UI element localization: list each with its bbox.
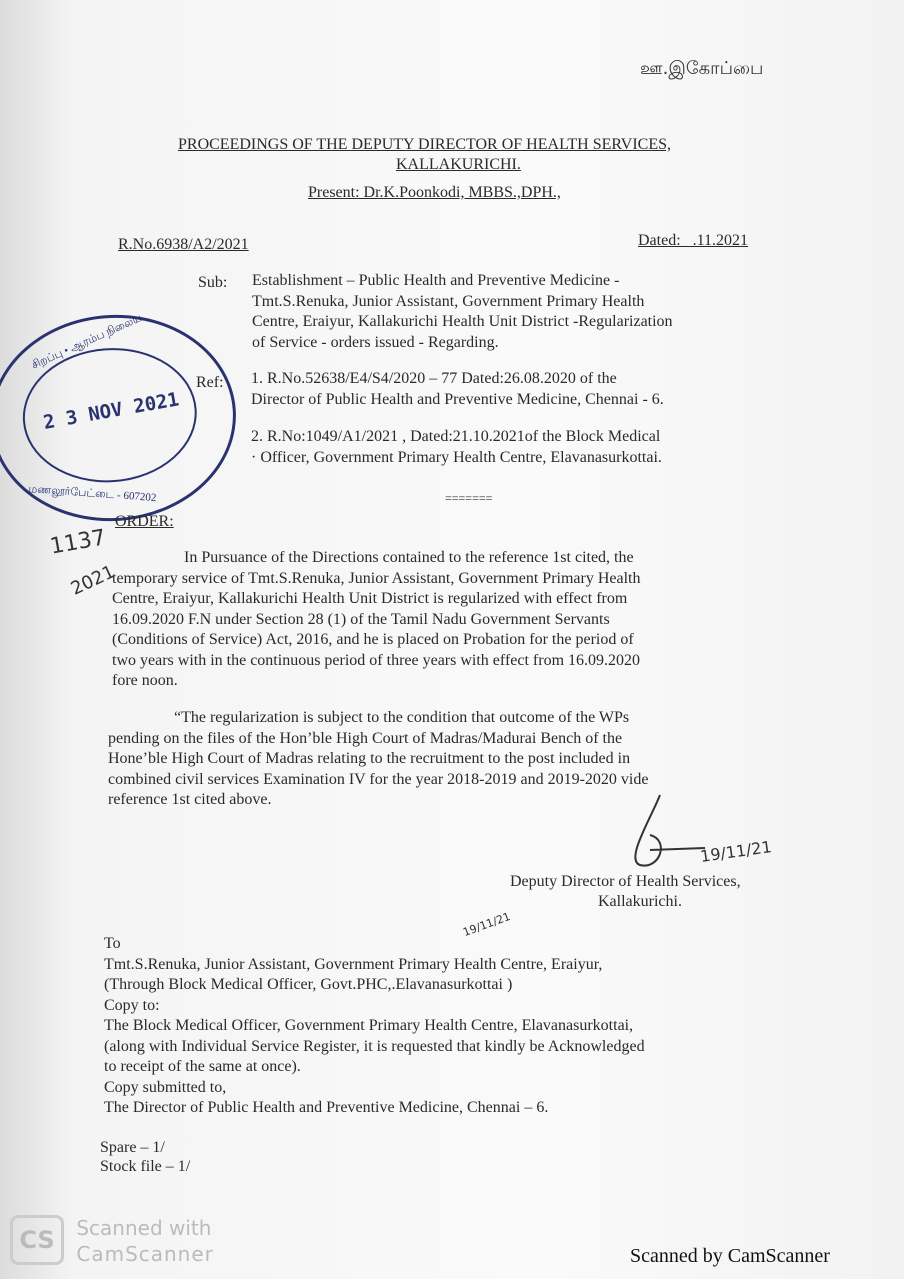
order-line: 16.09.2020 F.N under Section 28 (1) of the Tamil Nadu Government Servants <box>112 610 610 628</box>
order-line: Centre, Eraiyur, Kallakurichi Health Unit District is regularized with effect from <box>112 590 628 607</box>
reference-number: R.No.6938/A2/2021 <box>118 236 249 253</box>
condition-line: reference 1st cited above. <box>108 791 272 808</box>
subject-line: of Service - orders issued - Regarding. <box>252 333 499 351</box>
office-seal-stamp <box>0 307 243 530</box>
document-place: KALLAKURICHI. <box>396 156 521 173</box>
order-label: ORDER: <box>115 513 174 530</box>
to-line: The Director of Public Health and Preventive Medicine, Chennai – 6. <box>104 1099 549 1116</box>
separator: ======= <box>445 491 493 505</box>
spare-line: Spare – 1/ <box>100 1139 165 1156</box>
condition-line: pending on the files of the Hon’ble High Court of Madras/Madurai Bench of the <box>108 729 623 747</box>
order-paragraph <box>112 548 807 692</box>
ref-label: Ref: <box>196 374 224 391</box>
order-line: (Conditions of Service) Act, 2016, and he is placed on Probation for the period of <box>112 631 634 648</box>
watermark-line: CamScanner <box>76 1242 214 1266</box>
condition-paragraph <box>108 708 648 811</box>
sub-label: Sub: <box>198 274 228 291</box>
reference-line: · Officer, Government Primary Health Centre, Elavanasurkottai. <box>251 448 662 466</box>
handwritten-number: 1137 <box>48 525 108 560</box>
camscanner-watermark <box>10 1215 214 1267</box>
to-line: Copy to: <box>104 996 160 1014</box>
reference-line: 2. R.No:1049/A1/2021 , Dated:21.10.2021of the Block Medical <box>251 428 661 445</box>
condition-line: “The regularization is subject to the condition that outcome of the WPs <box>174 709 630 726</box>
order-line: temporary service of Tmt.S.Renuka, Junior Assistant, Government Primary Health <box>112 569 641 587</box>
to-line: Copy submitted to, <box>104 1078 227 1096</box>
signature-date: 19/11/21 <box>699 837 773 866</box>
subject-line: Establishment – Public Health and Preventive Medicine - <box>252 272 620 289</box>
dated: Dated: .11.2021 <box>638 232 749 249</box>
present-line: Present: Dr.K.Poonkodi, MBBS.,DPH., <box>308 184 561 201</box>
to-line: To <box>104 935 121 952</box>
handwritten-year: 2021 <box>67 561 119 600</box>
reference-line: Director of Public Health and Preventive Medicine, Chennai - 6. <box>251 390 664 408</box>
signature <box>620 790 710 875</box>
distribution-block <box>104 934 645 1119</box>
order-line: two years with in the continuous period of three years with effect from 16.09.2020 <box>112 651 641 669</box>
stamp-date: 2 3 NOV 2021 <box>41 388 181 434</box>
tamil-handwritten-note: ஊ.இகோப்பை <box>640 58 764 79</box>
subject-line: Centre, Eraiyur, Kallakurichi Health Unit District -Regularization <box>252 313 673 330</box>
signatory-place: Kallakurichi. <box>598 893 682 910</box>
signatory-title: Deputy Director of Health Services, <box>510 873 741 890</box>
stamp-top-text: சிறப்பு • ஆரம்ப நிலைய <box>29 311 144 372</box>
to-line: The Block Medical Officer, Government Primary Health Centre, Elavanasurkottai, <box>104 1017 634 1034</box>
order-line: fore noon. <box>112 672 178 689</box>
to-line: (Through Block Medical Officer, Govt.PHC,.Elavanasurkottai ) <box>104 976 513 993</box>
condition-line: combined civil services Examination IV for the year 2018-2019 and 2019-2020 vide <box>108 770 649 788</box>
references-block <box>251 369 664 468</box>
stamp-bottom-text: மணலூர்பேட்டை - 607202 <box>28 483 157 505</box>
reference-line: 1. R.No.52638/E4/S4/2020 – 77 Dated:26.08.2020 of the <box>251 370 617 387</box>
order-line: In Pursuance of the Directions contained to the reference 1st cited, the <box>184 549 634 566</box>
condition-line: Hone’ble High Court of Madras relating to the recruitment to the post included in <box>108 750 631 767</box>
to-line: Tmt.S.Renuka, Junior Assistant, Government Primary Health Centre, Eraiyur, <box>104 955 603 973</box>
camscanner-logo-icon: CS <box>10 1215 64 1265</box>
to-line: to receipt of the same at once). <box>104 1058 301 1075</box>
subject-block <box>252 271 673 353</box>
spare-block <box>100 1138 190 1176</box>
spare-line: Stock file – 1/ <box>100 1158 191 1175</box>
to-line: (along with Individual Service Register, it is requested that kindly be Acknowledged <box>104 1037 645 1055</box>
document-title: PROCEEDINGS OF THE DEPUTY DIRECTOR OF HEALTH SERVICES, <box>178 136 671 153</box>
initial-date: 19/11/21 <box>461 909 513 940</box>
footer-scanned-by: Scanned by CamScanner <box>630 1245 830 1267</box>
watermark-line: Scanned with <box>76 1216 212 1240</box>
subject-line: Tmt.S.Renuka, Junior Assistant, Government Primary Health <box>252 292 645 310</box>
